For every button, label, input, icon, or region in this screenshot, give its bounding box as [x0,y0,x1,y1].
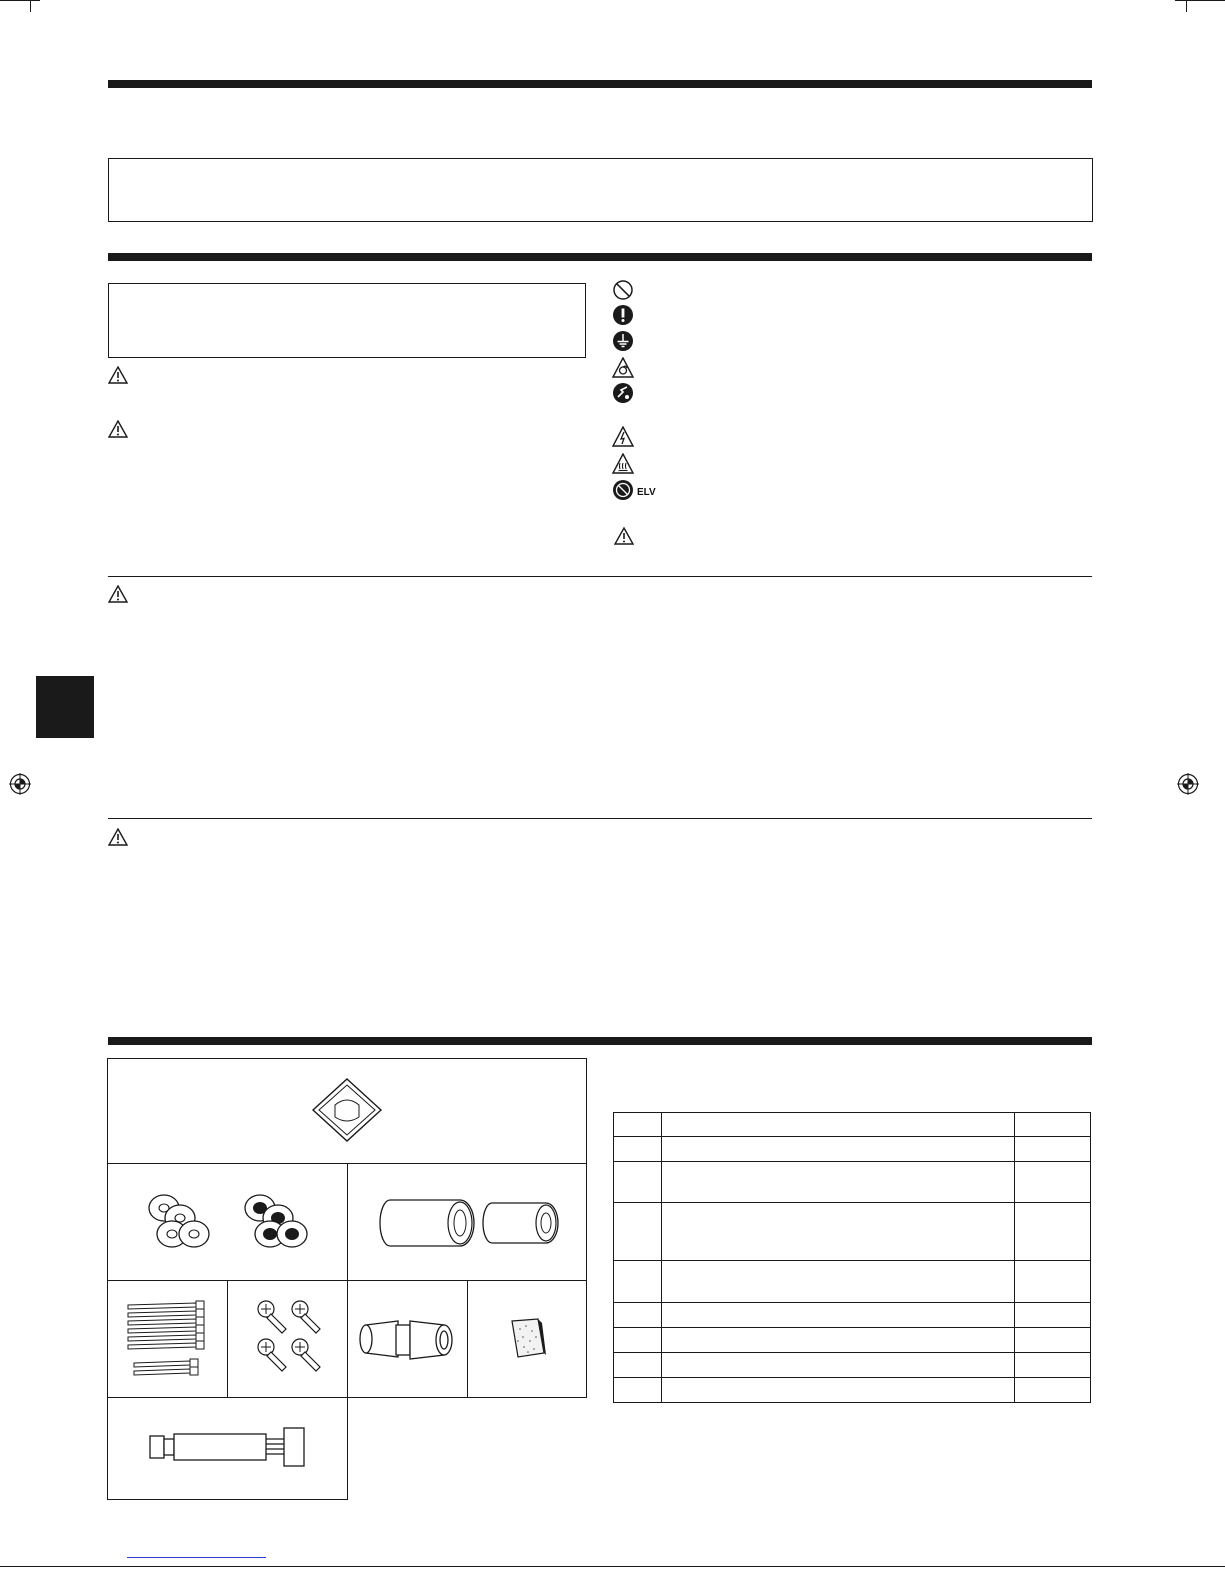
safety-section-rule [108,253,1092,261]
language-tab [36,676,94,738]
installation-template-icon [311,1077,383,1143]
header-rule [108,80,1092,88]
registration-mark-left [9,773,31,795]
accessory-cell-4 [107,1280,228,1398]
intro-box [108,158,1093,222]
screws-icon [252,1297,328,1383]
elv-icon [612,479,634,501]
crop-mark-top-left-v [30,0,31,12]
caution-icon [108,420,128,438]
pipe-cover-small-icon [482,1198,564,1248]
ground-icon [612,330,634,352]
table-row [614,1261,1091,1303]
accessory-cell-2 [107,1163,348,1281]
caution-legend-icon [614,527,634,545]
disconnect-power-icon [612,382,634,404]
insulation-pad-icon [508,1317,548,1361]
accessory-cell-6 [347,1280,468,1398]
washer-icon [142,1188,214,1254]
pipe-cover-large-icon [378,1194,478,1252]
table-row [614,1378,1091,1403]
accessory-cell-7 [467,1280,587,1398]
prohibited-icon [612,279,634,301]
bottom-trim-line [0,1566,1225,1567]
before-installation-box [108,283,586,358]
table-header-row [614,1113,1091,1137]
caution-section-divider [108,818,1092,819]
connection-cable-icon [148,1424,310,1468]
registration-mark-right [1177,773,1199,795]
crop-mark-top-right-h [1175,0,1225,1]
table-row [614,1137,1091,1162]
elv-mark: ELV [637,487,656,498]
accessories-table [613,1112,1091,1403]
drain-socket-icon [358,1311,458,1371]
table-row [614,1328,1091,1353]
warning-icon [108,366,128,384]
accessory-cell-1 [107,1058,587,1164]
accessory-cell-3 [347,1163,587,1281]
accessory-cell-8 [107,1397,348,1500]
cable-ties-icon [124,1299,216,1385]
table-row [614,1162,1091,1203]
crop-mark-top-right-v [1186,0,1187,12]
table-row [614,1353,1091,1378]
rotating-fan-icon [612,357,634,379]
table-row [614,1303,1091,1328]
footer-link-underline[interactable] [127,1557,266,1558]
accessory-cell-5 [227,1280,348,1398]
electric-shock-icon [612,426,634,448]
caution-section-icon [108,828,128,846]
instruction-icon [612,304,634,326]
warning-section-icon [108,585,128,603]
hot-surface-icon [612,453,634,475]
warning-section-divider [108,576,1092,577]
table-row [614,1203,1091,1261]
washer-with-insulation-icon [238,1188,314,1254]
crop-mark-top-left-h [0,0,40,1]
accessories-section-rule [108,1037,1092,1045]
